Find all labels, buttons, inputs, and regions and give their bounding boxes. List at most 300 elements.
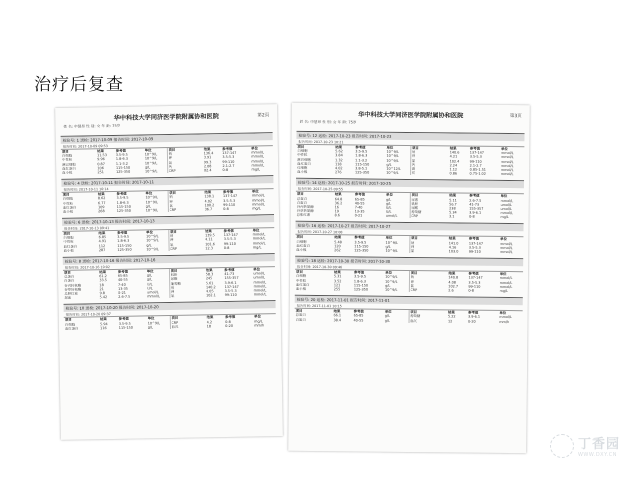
test-name: 氯 [411, 158, 416, 163]
test-name: 中性粒 [62, 201, 73, 206]
test-name: 尿酸 [170, 277, 178, 282]
test-unit: mmol/L [499, 315, 512, 320]
result-column-left [295, 309, 409, 323]
test-unit: umol/L [385, 214, 398, 219]
reference-range: 0-21 [354, 213, 363, 218]
test-value: 4.05 [205, 289, 214, 294]
test-value: 56.7 [449, 202, 457, 207]
test-unit: g/L [385, 197, 392, 202]
test-value: 36.7 [204, 207, 213, 212]
test-unit: mmol/L [253, 279, 267, 285]
test-value: 0.86 [449, 171, 458, 176]
test-value: 103.0 [448, 249, 459, 254]
test-value: 9.96 [97, 157, 105, 162]
column-header-value: 结果 [204, 229, 212, 234]
test-name: 钾 [168, 156, 172, 161]
column-header-name: 项目 [64, 318, 72, 323]
test-unit: mmol/L [147, 294, 160, 299]
test-name: 血红蛋白 [62, 166, 76, 171]
column-header-unit: 单位 [499, 272, 507, 277]
hospital-title: 华中科技大学同济医学院附属协和医院 [358, 111, 464, 120]
column-header-unit: 单位 [500, 194, 508, 199]
test-value: 102.4 [449, 158, 460, 164]
test-value: 3.52 [333, 278, 342, 283]
test-value: 18 [206, 323, 211, 329]
result-columns [295, 309, 523, 324]
test-unit: U/L [147, 286, 153, 291]
table-row [410, 288, 522, 293]
result-columns [295, 235, 523, 254]
test-name: 淋巴细胞 [62, 162, 76, 167]
reference-range: 3.8-5.1 [355, 166, 368, 171]
column-header-name: 项目 [62, 192, 70, 197]
reference-range: 1.8-6.3 [355, 153, 368, 158]
test-value: 3.1 [449, 214, 455, 219]
column-header-ref: 参考值 [353, 309, 364, 314]
test-value: 136.4 [203, 151, 214, 156]
test-value: 102.1 [206, 293, 216, 298]
test-name: 钾 [169, 238, 174, 243]
result-column-left [64, 316, 170, 330]
test-value: 3.91 [203, 155, 212, 160]
column-header-unit: 单位 [254, 314, 261, 319]
column-header-value: 结果 [205, 268, 213, 273]
report-block [64, 300, 276, 330]
test-value: 118 [335, 161, 342, 167]
column-header-name: 项目 [63, 231, 71, 236]
table-row [171, 323, 275, 329]
column-header-name: 项目 [410, 236, 418, 241]
test-value: 12 [447, 318, 453, 323]
test-unit: mmol/L [252, 202, 265, 207]
test-unit: 10^9/L [386, 154, 399, 159]
watermark [550, 433, 620, 458]
block-header: 检验号: 1 送检: 2017-10-09 报告时间: 2017-10-09 [61, 133, 273, 144]
block-subheader: 报告时间: 2017-10-23 10:21 [296, 139, 524, 147]
column-header-value: 结果 [204, 190, 212, 195]
test-value: 99.3 [203, 159, 212, 164]
test-name: 总胆红素 [64, 291, 78, 296]
reference-range: 0-20 [467, 319, 476, 324]
test-value: 2.08 [203, 163, 212, 169]
block-header: 检验号: 10 送检: 2017-10-20 报告时间: 2017-10-20 [64, 301, 276, 312]
reference-range: 1.8-6.3 [115, 157, 128, 162]
test-value: 1.32 [335, 157, 343, 162]
column-header-name: 项目 [169, 190, 176, 196]
column-header-value: 结果 [448, 236, 456, 241]
test-name: CRP [168, 168, 176, 173]
reference-range: 0-21 [118, 290, 126, 295]
block-header: 检验号: 8 送检: 2017-10-16 报告时间: 2017-10-16 [63, 254, 275, 265]
reference-range: 3.5-9.5 [355, 149, 368, 154]
test-value: 21 [99, 286, 104, 291]
reference-range: 125-350 [116, 208, 131, 213]
test-name: 总胆红素 [296, 213, 311, 218]
test-value: 5.11 [449, 197, 457, 202]
table-row [297, 170, 409, 175]
test-name: 血红蛋白 [297, 161, 311, 166]
page-number: 第2页 [257, 113, 270, 119]
test-name: 钠 [168, 152, 172, 157]
column-header-name: 项目 [168, 147, 176, 152]
test-name: 钠 [411, 150, 416, 155]
test-name: 钠 [169, 234, 174, 239]
test-unit: umol/L [253, 275, 265, 280]
reference-range: 3.5-5.3 [468, 280, 481, 285]
test-unit: mmol/L [253, 288, 267, 293]
block-header: 检验号: 18 送检: 2017-10-30 报告时间: 2017-10-30 [295, 257, 523, 266]
reference-range: 65-85 [353, 313, 364, 318]
test-name: 血红蛋白 [62, 205, 77, 210]
test-name: 氯 [410, 249, 415, 254]
column-header-ref: 参考值 [223, 228, 234, 234]
result-column-right [409, 193, 524, 219]
result-column-left [295, 270, 409, 292]
test-unit: U/L [385, 205, 392, 210]
reference-range: 3.5-5.3 [468, 245, 481, 250]
table-row [64, 247, 168, 253]
block-header: 检验号: 4 送检: 2017-10-11 报告时间: 2017-10-11 [61, 176, 273, 187]
test-unit: mmol/L [499, 245, 513, 250]
test-unit: U/L [146, 281, 153, 286]
test-unit: mg/L [252, 206, 261, 211]
test-name: 红细胞 [297, 165, 308, 170]
test-name: 白细胞 [62, 196, 73, 202]
test-value: 38.4 [333, 317, 342, 322]
test-unit: mmol/L [500, 211, 514, 216]
test-name: 尿素 [64, 295, 72, 300]
reference-range: 1.8-6.3 [116, 200, 129, 205]
table-row [170, 245, 274, 251]
reference-range: 3.5-5.3 [469, 155, 482, 160]
column-header-name: 项目 [295, 308, 303, 314]
column-header-unit: 单位 [146, 230, 153, 235]
test-name: 氯 [170, 294, 175, 299]
test-name: 白细胞 [297, 149, 308, 154]
test-value: 4.91 [98, 239, 107, 244]
report-block [296, 131, 524, 177]
test-value: 8.62 [97, 196, 106, 201]
column-header-value: 结果 [448, 271, 456, 276]
test-unit: g/L [384, 314, 390, 319]
reference-range: 0-8 [223, 245, 230, 250]
table-row [171, 292, 275, 298]
test-unit: g/L [147, 324, 153, 330]
test-name: 磷 [411, 166, 416, 171]
test-unit: g/L [386, 162, 392, 167]
reference-range: 3.5-5.3 [224, 288, 237, 293]
report-block [61, 175, 274, 214]
reference-range: 0-8 [225, 319, 231, 324]
test-unit: mg/L [252, 245, 262, 250]
result-columns [296, 192, 524, 220]
reference-range: 125-350 [353, 287, 369, 292]
reference-range: 1.1-3.2 [355, 157, 368, 163]
test-value: 276 [334, 170, 342, 175]
table-row [296, 248, 408, 253]
test-name: 总蛋白 [64, 274, 75, 280]
column-header-name: 项目 [410, 310, 417, 315]
test-value: 33.5 [99, 278, 107, 283]
column-header-value: 结果 [333, 270, 341, 275]
column-header-ref: 参考值 [355, 145, 366, 150]
test-name: 白蛋白 [296, 200, 307, 205]
reference-range: 99-110 [224, 292, 237, 298]
column-header-unit: 单位 [145, 191, 153, 196]
test-name: 血小板 [63, 248, 74, 253]
hospital-title: 华中科技大学同济医学院附属协和医院 [113, 113, 219, 122]
column-header-name: 项目 [411, 146, 419, 151]
test-name: 尿素 [411, 197, 419, 202]
column-header-ref: 参考值 [117, 230, 128, 235]
block-subheader: 报告时间: 2017-10-25 09:55 [296, 186, 524, 194]
result-column-right [168, 267, 275, 298]
column-header-ref: 参考值 [354, 192, 366, 197]
test-name: 钾 [169, 199, 173, 204]
test-name: 白细胞 [63, 235, 74, 241]
test-unit: g/L [384, 318, 390, 323]
test-unit: 10^9/L [144, 169, 158, 174]
reference-range: 3.9-6.1 [224, 280, 237, 285]
block-subheader: 报告时间: 2017-10-11 10:14 [61, 183, 273, 193]
test-value: 4.2 [206, 319, 213, 324]
column-header-unit: 单位 [501, 146, 508, 152]
test-unit: 10^9/L [146, 238, 159, 243]
test-unit: mmol/L [252, 236, 266, 241]
result-column-right [408, 310, 523, 324]
column-header-unit: 单位 [500, 237, 507, 242]
reference-range: 3.5-9.5 [354, 240, 367, 245]
reference-range: 3.5-9.5 [353, 274, 367, 279]
test-unit: mmol/L [500, 167, 514, 173]
test-unit: mg/L [500, 215, 509, 220]
slide-title: 治疗后复查 [34, 75, 124, 95]
reference-range: 7-40 [354, 205, 363, 210]
table-row [412, 171, 524, 176]
table-row [296, 287, 408, 292]
reference-range: 115-150 [117, 243, 132, 248]
reference-range: 41-73 [469, 202, 480, 207]
column-header-unit: 单位 [253, 267, 261, 272]
column-header-ref: 参考值 [468, 271, 479, 276]
test-name: 血小板 [295, 286, 307, 291]
test-unit: mmol/L [500, 163, 514, 168]
test-unit: mmol/L [500, 241, 513, 246]
block-subheader: 报告时间: 2017-10-16 10:02 [63, 261, 275, 271]
block-header: 检验号: 6 送检: 2017-10-13 报告时间: 2017-10-13 [62, 215, 274, 226]
block-subheader: 报告时间: 2017-10-09 09:53 [61, 140, 273, 150]
block-subheader: 报告时间: 2017-10-30 09:46 [295, 264, 523, 272]
test-value: 12.3 [205, 246, 213, 251]
result-column-right [169, 314, 276, 328]
test-unit: 10^9/L [385, 279, 398, 284]
reference-range: 2.6-7.5 [118, 294, 131, 300]
test-value: 120 [334, 244, 341, 249]
column-header-ref: 参考值 [222, 146, 233, 152]
test-name: 肌酐 [170, 273, 178, 278]
test-value: 5.42 [99, 295, 108, 300]
result-columns [295, 270, 523, 293]
result-columns [61, 146, 273, 175]
test-value: 6.77 [97, 200, 106, 205]
test-unit: mmol/L [499, 249, 513, 255]
test-name: 血红蛋白 [295, 282, 310, 287]
column-header-name: 项目 [63, 270, 71, 275]
test-unit: 10^9/L [386, 158, 399, 163]
sheet-header [292, 103, 530, 133]
reference-range: 0-20 [225, 323, 233, 328]
test-name: 氯 [168, 160, 173, 165]
test-unit: 10^9/L [386, 149, 399, 155]
test-unit: 10^9/L [385, 275, 398, 280]
test-name: 钾 [411, 154, 416, 159]
test-value: 11.53 [97, 153, 107, 158]
test-value: 268 [98, 208, 105, 214]
test-value: 138.1 [204, 194, 215, 199]
test-value: 5.31 [333, 274, 342, 279]
column-header-ref: 参考值 [225, 315, 236, 320]
test-unit: umol/L [500, 202, 512, 207]
reference-range: 137-147 [224, 284, 239, 289]
test-name: 淋巴细胞 [297, 157, 311, 162]
test-value: 9.8 [99, 291, 105, 296]
column-header-ref: 参考值 [354, 235, 365, 240]
block-subheader: 报告时间: 2017-11-01 10:15 [295, 303, 523, 311]
test-value: 112 [98, 243, 106, 248]
test-name: 血沉 [410, 318, 417, 323]
test-value: 4.02 [335, 166, 343, 171]
reference-range: 3.5-9.5 [116, 196, 129, 201]
reference-range: 155-357 [469, 206, 484, 211]
result-columns [296, 145, 524, 177]
test-unit: U/L [385, 209, 392, 214]
test-unit: g/L [146, 277, 153, 282]
test-name: 血沉 [171, 324, 179, 329]
column-header-value: 结果 [99, 317, 107, 322]
test-name: 白细胞 [61, 153, 73, 159]
test-name: 谷草转氨酶 [64, 287, 82, 292]
reference-range: 155-357 [224, 276, 239, 281]
reference-range: 41-73 [224, 272, 235, 277]
reference-range: 13-35 [354, 209, 365, 214]
sheet-header [55, 104, 277, 136]
column-header-name: 项目 [296, 235, 304, 240]
test-unit: 10^9/L [385, 248, 398, 253]
test-unit: mm/h [254, 323, 265, 328]
reference-range: 125-350 [355, 170, 370, 175]
test-name: 钙 [411, 162, 416, 167]
result-column-left [296, 145, 410, 175]
column-header-name: 项目 [297, 144, 305, 149]
test-name: 氯 [169, 242, 174, 247]
test-unit: 10^9/L [146, 246, 159, 252]
test-name: 血红蛋白 [296, 243, 310, 248]
column-header-value: 结果 [203, 147, 211, 152]
table-row [169, 206, 273, 212]
block-subheader: 报告时间: 2017-10-20 09:37 [64, 308, 276, 318]
test-value: 121 [333, 282, 341, 288]
test-name: 葡萄糖 [170, 281, 181, 286]
test-value: 140.6 [449, 150, 460, 155]
table-row [410, 319, 522, 324]
test-unit: mmol/L [251, 158, 265, 164]
report-block [62, 214, 275, 253]
column-header-value: 结果 [206, 315, 214, 320]
test-name: 谷丙转氨酶 [64, 283, 82, 288]
reference-range: 65-85 [354, 196, 365, 202]
test-name: 血红蛋白 [63, 244, 78, 249]
table-row [169, 167, 273, 173]
test-unit: mm/h [499, 319, 510, 324]
column-header-ref: 参考值 [469, 146, 481, 151]
test-unit: mmol/L [251, 193, 265, 198]
column-header-unit: 单位 [146, 269, 154, 274]
result-columns [64, 314, 276, 330]
test-unit: umol/L [147, 290, 159, 295]
reference-range: 137-147 [468, 241, 484, 246]
test-name: 血小板 [297, 169, 308, 175]
test-unit: 10^9/L [145, 208, 159, 213]
test-value: 140.2 [205, 284, 216, 290]
test-unit: 10^9/L [146, 234, 159, 239]
reference-range: 0-8 [223, 206, 229, 211]
reference-range: 3.5-5.3 [223, 237, 236, 242]
test-value: 5.62 [335, 149, 343, 154]
result-columns [63, 267, 275, 300]
test-value: 139.5 [205, 233, 215, 238]
block-header: 检验号: 14 送检: 2017-10-25 报告时间: 2017-10-25 [296, 179, 524, 188]
test-unit: mmol/L [499, 276, 513, 281]
reference-range: 13-35 [118, 286, 128, 291]
reference-range: 115-150 [354, 244, 369, 249]
table-row [296, 317, 408, 322]
column-header-ref: 参考值 [224, 267, 235, 273]
test-value: 4.02 [204, 198, 213, 203]
test-unit: umol/L [253, 271, 265, 276]
test-value: 5.34 [449, 210, 457, 215]
test-name: 钠 [169, 195, 173, 200]
test-value: 116 [100, 325, 107, 330]
patient-info: 姓 名: 申慧昂 性 别: 女 年 龄: 75岁 [299, 119, 357, 125]
test-name: CRP [410, 287, 418, 293]
block-header: 检验号: 16 送检: 2017-10-27 报告时间: 2017-10-27 [296, 222, 524, 231]
page-number: 第3页 [509, 114, 522, 120]
test-value: 4.11 [205, 237, 213, 242]
test-value: 6.85 [98, 235, 107, 240]
column-header-ref: 参考值 [469, 193, 480, 199]
test-name: CRP [411, 214, 418, 219]
reference-range: 1.8-6.3 [353, 278, 366, 284]
reference-range: 0-8 [222, 167, 229, 172]
column-header-value: 结果 [97, 149, 104, 154]
test-unit: mmol/L [251, 163, 265, 168]
test-value: 4.08 [448, 279, 456, 285]
test-name: 镁 [411, 171, 416, 176]
block-header: 检验号: 12 送检: 2017-10-23 报告时间: 2017-10-23 [296, 132, 524, 141]
result-column-right [409, 236, 524, 254]
report-block [295, 221, 523, 254]
test-name: 白细胞 [296, 239, 307, 244]
result-column-left [63, 269, 169, 300]
column-header-unit: 单位 [385, 270, 393, 276]
test-name: 中性粒 [295, 278, 307, 283]
test-value: 2.6 [448, 288, 454, 293]
test-name: 白细胞 [64, 322, 76, 327]
test-unit: mmol/L [499, 280, 513, 285]
column-header-name: 项目 [171, 316, 179, 321]
reference-range: 2.1-2.7 [222, 163, 235, 168]
reference-range: 115-150 [355, 162, 370, 167]
